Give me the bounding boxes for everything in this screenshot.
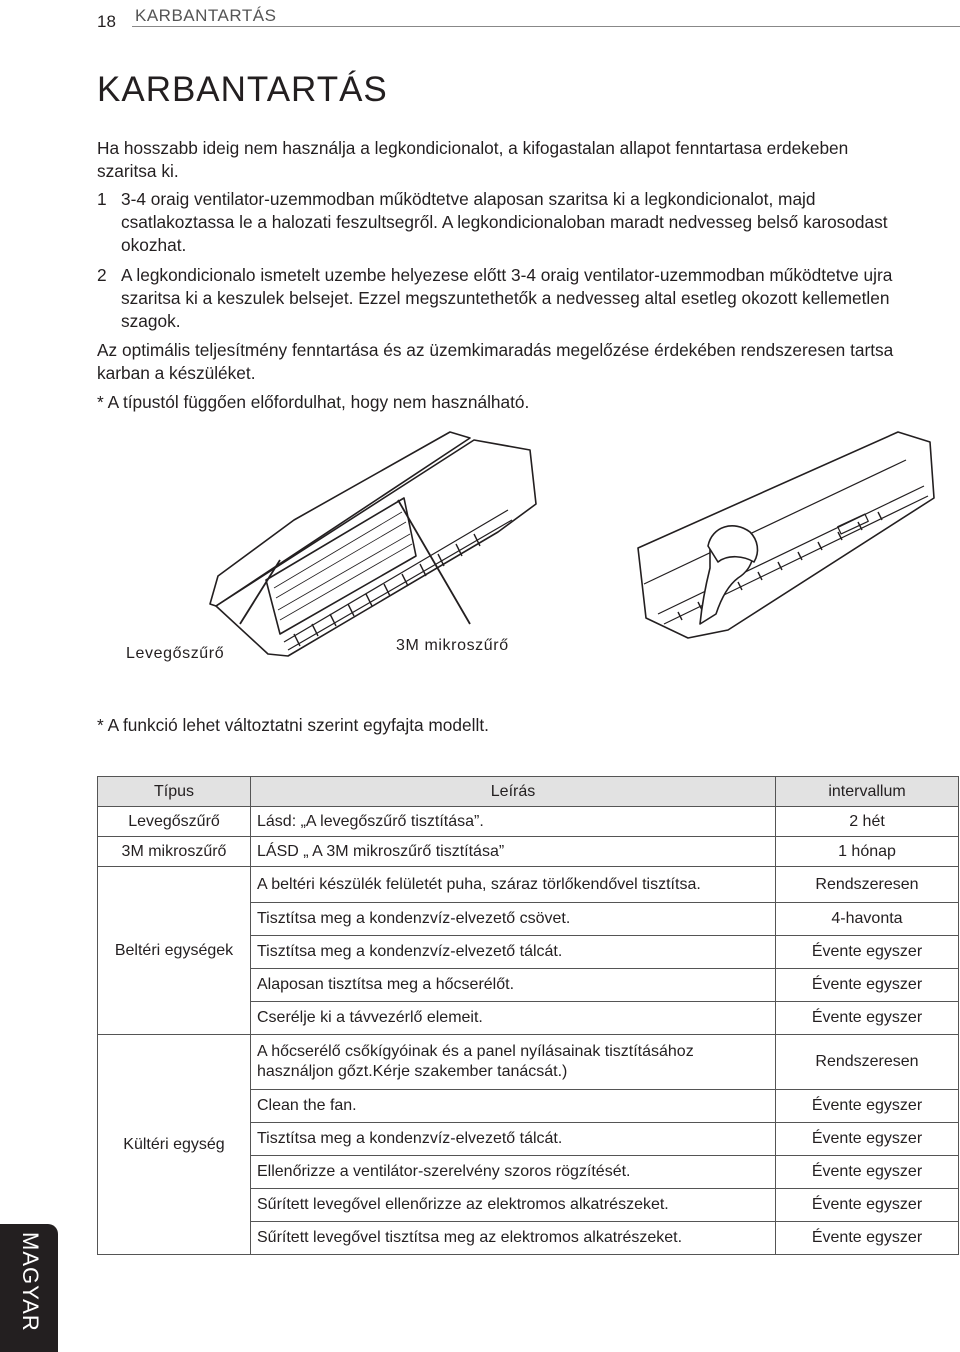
pointer-air-filter [240,560,280,624]
page-number: 18 [97,12,116,31]
vent-slats [284,510,512,650]
row-description: Ellenőrizze a ventilátor-szerelvény szoros rögzítését. [251,1156,776,1189]
row-interval: Rendszeresen [776,1035,959,1090]
row-interval: Évente egyszer [776,1189,959,1222]
row-type: Kültéri egység [98,1035,251,1255]
row-description: Tisztítsa meg a kondenzvíz-elvezető tálcát. [251,936,776,969]
row-interval: 4-havonta [776,903,959,936]
step-2 [97,264,897,333]
row-interval: Évente egyszer [776,969,959,1002]
row-description: Cserélje ki a távvezérlő elemeit. [251,1002,776,1035]
header-rule [132,26,960,27]
header-interval: intervallum [776,777,959,807]
label-3m-filter: 3M mikroszűrő [396,637,509,654]
row-description: LÁSD „ A 3M mikroszűrő tisztítása” [251,837,776,867]
row-type: 3M mikroszűrő [98,837,251,867]
row-interval: Évente egyszer [776,1123,959,1156]
language-side-tab [0,1224,58,1352]
page-title: KARBANTARTÁS [97,70,388,109]
row-description: A hőcserélő csőkígyóinak és a panel nyílásainak tisztításához használjon gőzt.Kérje szakember tanácsát.) [251,1035,776,1090]
step-number: 1 [97,189,107,209]
note-model-dependent: * A funkció lehet változtatni szerint egyfajta modellt. [97,715,489,735]
step-text: A legkondicionalo ismetelt uzembe helyezese előtt 3-4 oraig ventilator-uzemmodban működtetve ujra szaritsa ki a keszulek belsejet. Ezzel megszuntethetők a nedvesseg altal esetleg okozott kellemetlen szagok. [121,265,893,331]
open-unit-body [216,440,536,656]
row-type: Levegőszűrő [98,807,251,837]
row-interval: 1 hónap [776,837,959,867]
row-description: Tisztítsa meg a kondenzvíz-elvezető csövet. [251,903,776,936]
pointer-3m-filter [398,500,470,624]
closed-unit-body [638,432,934,638]
table-row [98,837,959,867]
row-description: Clean the fan. [251,1090,776,1123]
language-label: MAGYAR [18,1232,43,1332]
row-description: Tisztítsa meg a kondenzvíz-elvezető tálcát. [251,1123,776,1156]
filter-area [266,498,416,634]
cleaning-cloth [708,526,757,562]
table-row [98,867,959,903]
row-interval: Évente egyszer [776,1222,959,1255]
header-section-title: KARBANTARTÁS [135,6,277,25]
optimal-paragraph: Az optimális teljesítmény fenntartása és az üzemkimaradás megelőzése érdekében rendszeresen tartsa karban a készüléket. [97,340,894,383]
step-text: 3-4 oraig ventilator-uzemmodban működtetve alaposan szaritsa ki a legkondicionalot, majd csatlakoztassa le a halozati feszultsegről. A legkondicionaloban maradt nedvesseg belső karosodast okozhat. [121,189,888,255]
row-description: Sűrített levegővel ellenőrizze az elektromos alkatrészeket. [251,1189,776,1222]
row-interval: Rendszeresen [776,867,959,903]
row-description: A beltéri készülék felületét puha, száraz törlőkendővel tisztítsa. [251,867,776,903]
row-description: Lásd: „A levegőszűrő tisztítása”. [251,807,776,837]
header-type: Típus [98,777,251,807]
row-interval: Évente egyszer [776,1090,959,1123]
open-front-panel [210,432,470,606]
maintenance-table [97,776,959,1255]
row-description: Sűrített levegővel tisztítsa meg az elektromos alkatrészeket. [251,1222,776,1255]
row-description: Alaposan tisztítsa meg a hőcserélőt. [251,969,776,1002]
step-1 [97,188,897,257]
table-row [98,807,959,837]
table-header-row [98,777,959,807]
row-type: Beltéri egységek [98,867,251,1035]
intro-paragraph: Ha hosszabb ideig nem használja a legkondicionalot, a kifogastalan allapot fenntartasa erdekeben szaritsa ki. [97,138,849,181]
row-interval: 2 hét [776,807,959,837]
label-air-filter: Levegőszűrő [126,645,225,662]
header-description: Leírás [251,777,776,807]
step-number: 2 [97,265,107,285]
note-type-dependent: * A típustól függően előfordulhat, hogy nem használható. [97,392,530,412]
row-interval: Évente egyszer [776,1156,959,1189]
row-interval: Évente egyszer [776,1002,959,1035]
row-interval: Évente egyszer [776,936,959,969]
table-row [98,1035,959,1090]
air-conditioner-illustration [98,428,960,678]
